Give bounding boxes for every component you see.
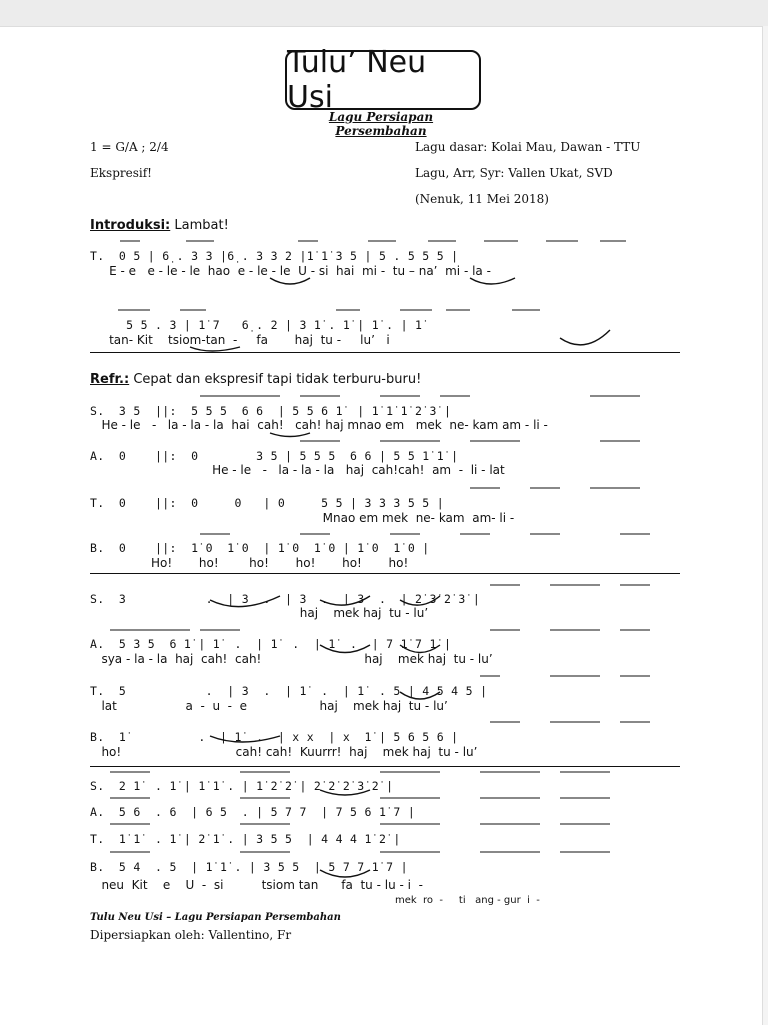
intro-notes-2: 5 5 . 3 | 1̇ 7 6̣ . 2 | 3 1̇ . 1̇ | 1̇ . | 1̇ [90,318,423,332]
refrain-label [90,372,421,387]
s1-soprano-lyrics: He - le - la - la - la hai cah! cah! haj mnao em mek ne- kam am - li - [90,418,548,432]
s2-tenor-lyrics: lat a - u - e haj mek haj tu - lu’ [90,699,448,713]
s1-alto-notes: A. 0 ||: 0 3 5 | 5 5 5 6 6 | 5 5 1̇ 1̇ | [90,449,459,463]
refrain-heading: Refr.: [90,372,130,387]
section-rule-2 [90,573,680,574]
s1-tenor-notes: T. 0 ||: 0 0 | 0 5 5 | 3 3 3 5 5 | [90,496,444,510]
intro-lyrics-1: E - e e - le - le hao e - le - le U - si hai mi - tu – na’ mi - la - [90,264,491,278]
s3-alto-notes: A. 5 6 . 6 | 6 5 . | 5 7 7 | 7 5 6 1̇ 7 | [90,805,416,819]
final-lyrics: mek ro - ti ang - gur i - [395,895,540,906]
footer-prepared-by: Dipersiapkan oleh: Vallentino, Fr [90,928,292,942]
s3-bass-notes: B. 5 4 . 5 | 1̇ 1̇ . | 3 5 5 | 5 7 7 1̇ 7 | [90,860,408,874]
s2-alto-lyrics: sya - la - la haj cah! cah! haj mek haj tu - lu’ [90,652,493,666]
s2-bass-notes: B. 1̇ . | 1̇ . | x x | x 1̇ | 5 6 5 6 | [90,730,459,744]
refrain-desc: Cepat dan ekspresif tapi tidak terburu-buru! [133,372,422,387]
credits: Lagu, Arr, Syr: Vallen Ukat, SVD [415,166,613,180]
s3-tenor-notes: T. 1̇ 1̇ . 1̇ | 2̇ 1̇ . | 3 5 5 | 4 4 4 1̇ 2̇ | [90,832,401,846]
footer-title: Tulu Neu Usi – Lagu Persiapan Persembahan [90,912,341,923]
s2-tenor-notes: T. 5 . | 3 . | 1̇ . | 1̇ . 5 | 4 5 4 5 | [90,684,488,698]
intro-label [90,218,229,233]
s2-soprano-notes: S. 3 . | 3 . | 3 . | 3 . | 2̇ 3̇ 2̇ 3̇ | [90,592,481,606]
base-song: Lagu dasar: Kolai Mau, Dawan - TTU [415,140,641,154]
date: (Nenuk, 11 Mei 2018) [415,192,549,206]
s1-soprano-notes: S. 3 5 ||: 5 5 5 6 6 | 5 5 6 1̇ | 1̇ 1̇ 1̇ 2̇ 3̇ | [90,404,452,418]
intro-notes-1: T. 0 5 | 6̣ . 3 3 |6̣ . 3 3 2 |1̇ 1̇ 3 5 | 5 . 5 5 5 | [90,249,459,263]
top-band [0,0,768,26]
s1-tenor-lyrics: Mnao em mek ne- kam am- li - [90,511,515,525]
s3-soprano-notes: S. 2 1̇ . 1̇ | 1̇ 1̇ . | 1̇ 2̇ 2̇ | 2̇ 2̇ 2̇ 3̇ 2̇ | [90,779,394,793]
intro-tempo: Lambat! [174,218,229,233]
intro-heading: Introduksi: [90,218,171,233]
intro-lyrics-2: tan- Kit tsiom-tan - fa haj tu - lu’ i [90,333,390,347]
s1-bass-notes: B. 0 ||: 1̇ 0 1̇ 0 | 1̇ 0 1̇ 0 | 1̇ 0 1̇ 0 | [90,541,430,555]
s1-alto-lyrics: He - le - la - la - la haj cah!cah! am - li - lat [90,463,505,477]
s2-soprano-lyrics: haj mek haj tu - lu’ [90,606,429,620]
song-subtitle: Lagu Persiapan Persembahan [328,110,434,138]
expression-mark: Ekspresif! [90,166,152,180]
s2-bass-lyrics: ho! cah! cah! Kuurrr! haj mek haj tu - lu’ [90,745,478,759]
s2-alto-notes: A. 5 3 5 6 1̇ | 1̇ . | 1̇ . | 1̇ . | 7 1̇ 7 1̇ | [90,637,452,651]
section-rule-1 [90,352,680,353]
s3-bass-lyrics: neu Kit e U - si tsiom tan fa tu - lu - i - [90,878,423,892]
key-signature: 1 = G/A ; 2/4 [90,140,169,154]
s1-bass-lyrics: Ho! ho! ho! ho! ho! ho! [90,556,409,570]
section-rule-3 [90,766,680,767]
song-title: Tulu’ Neu Usi [285,50,481,110]
